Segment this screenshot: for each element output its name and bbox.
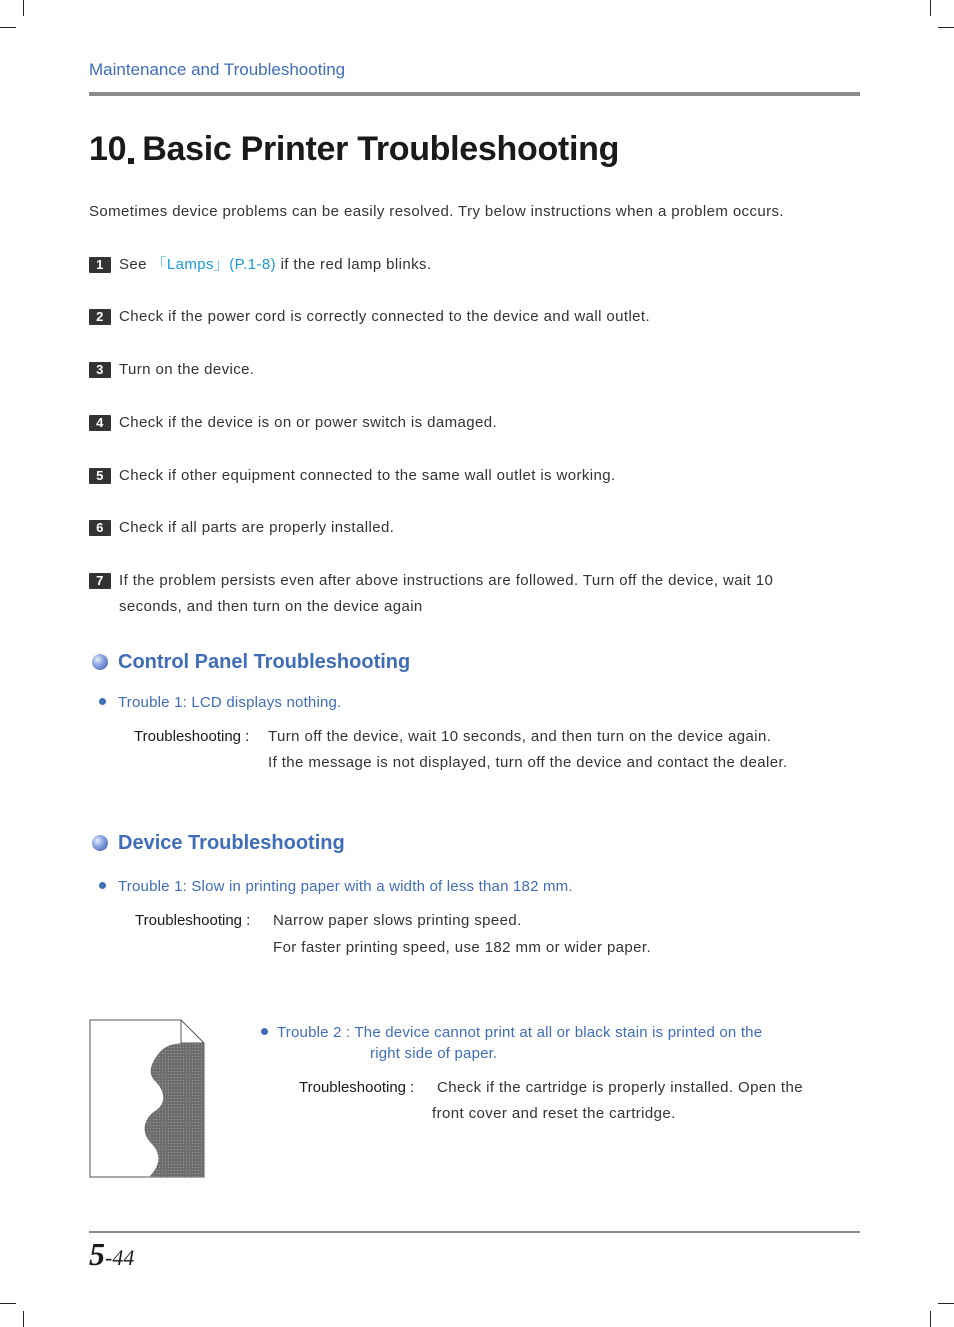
- troubleshooting-label: Troubleshooting :: [135, 912, 251, 929]
- crop-mark: [938, 1303, 954, 1304]
- step-text: Check if the power cord is correctly connected to the device and wall outlet.: [119, 308, 651, 325]
- chapter-number: 5: [89, 1236, 105, 1272]
- title-text: Basic Printer Troubleshooting: [142, 130, 620, 168]
- bullet-icon: [99, 698, 106, 705]
- troubleshooting-text: If the message is not displayed, turn off the device and contact the dealer.: [268, 754, 788, 771]
- page-number-separator: -: [105, 1245, 113, 1270]
- crop-mark: [0, 1303, 16, 1304]
- troubleshooting-label: Troubleshooting :: [134, 728, 250, 745]
- step-7: [89, 568, 849, 620]
- crop-mark: [938, 27, 954, 28]
- step-text-line1: If the problem persists even after above instructions are followed. Turn off the device, wait 10: [119, 572, 774, 589]
- bullet-icon: [261, 1028, 268, 1035]
- step-1: [89, 252, 849, 278]
- troubleshooting-text: Check if the cartridge is properly installed. Open the: [437, 1079, 803, 1096]
- step-text: Check if all parts are properly installed.: [119, 519, 395, 536]
- crop-mark: [0, 27, 16, 28]
- step-6: [89, 515, 849, 541]
- trouble-title-text: Trouble 1: LCD displays nothing.: [118, 694, 342, 711]
- troubleshooting-text: front cover and reset the cartridge.: [432, 1105, 676, 1122]
- running-header: Maintenance and Troubleshooting: [89, 60, 346, 79]
- page-number: [89, 1236, 134, 1273]
- footer-rule: [89, 1231, 860, 1233]
- page-index: 44: [112, 1245, 135, 1270]
- section-ball-icon: [92, 835, 108, 851]
- section-number: 10: [89, 130, 127, 168]
- intro-paragraph: Sometimes device problems can be easily resolved. Try below instructions when a problem occurs.: [89, 203, 784, 220]
- header-rule: [89, 92, 860, 96]
- trouble-title: [99, 876, 573, 897]
- section-heading-text: Control Panel Troubleshooting: [118, 651, 411, 673]
- step-text: Check if the device is on or power switch is damaged.: [119, 414, 498, 431]
- troubleshooting-text: For faster printing speed, use 182 mm or wider paper.: [273, 939, 652, 956]
- lamps-link[interactable]: 「Lamps」(P.1-8): [151, 256, 276, 273]
- step-prefix: See: [119, 256, 152, 273]
- control-panel-heading: [92, 651, 410, 674]
- trouble-title-continued: right side of paper.: [370, 1045, 498, 1062]
- troubleshooting-label: Troubleshooting :: [299, 1079, 415, 1096]
- step-number-badge: 3: [89, 362, 111, 378]
- title-dot: [128, 158, 134, 164]
- crop-mark: [930, 1311, 931, 1327]
- crop-mark: [23, 0, 24, 16]
- step-suffix: if the red lamp blinks.: [276, 256, 432, 273]
- section-heading-text: Device Troubleshooting: [118, 832, 345, 854]
- step-number-badge: 6: [89, 520, 111, 536]
- page-title: [89, 130, 619, 169]
- trouble-title: [99, 692, 341, 713]
- troubleshooting-text: Narrow paper slows printing speed.: [273, 912, 522, 929]
- step-text: [119, 252, 849, 278]
- step-number-badge: 2: [89, 309, 111, 325]
- step-3: [89, 357, 849, 383]
- bullet-icon: [99, 882, 106, 889]
- troubleshooting-text: Turn off the device, wait 10 seconds, and then turn on the device again.: [268, 728, 772, 745]
- step-4: [89, 410, 849, 436]
- stained-paper-illustration: [89, 1019, 205, 1178]
- section-ball-icon: [92, 654, 108, 670]
- step-number-badge: 5: [89, 468, 111, 484]
- step-number-badge: 1: [89, 257, 111, 273]
- step-number-badge: 7: [89, 573, 111, 589]
- trouble-title-text: Trouble 2 : The device cannot print at all or black stain is printed on the: [277, 1024, 763, 1041]
- step-5: [89, 463, 849, 489]
- trouble-title: [261, 1022, 762, 1043]
- trouble-title-text: Trouble 1: Slow in printing paper with a width of less than 182 mm.: [118, 878, 573, 895]
- step-2: [89, 304, 849, 330]
- step-text-line2: seconds, and then turn on the device again: [119, 598, 423, 615]
- device-heading: [92, 832, 345, 855]
- step-number-badge: 4: [89, 415, 111, 431]
- step-text: Check if other equipment connected to the same wall outlet is working.: [119, 467, 616, 484]
- step-text: Turn on the device.: [119, 361, 255, 378]
- crop-mark: [930, 0, 931, 16]
- crop-mark: [23, 1311, 24, 1327]
